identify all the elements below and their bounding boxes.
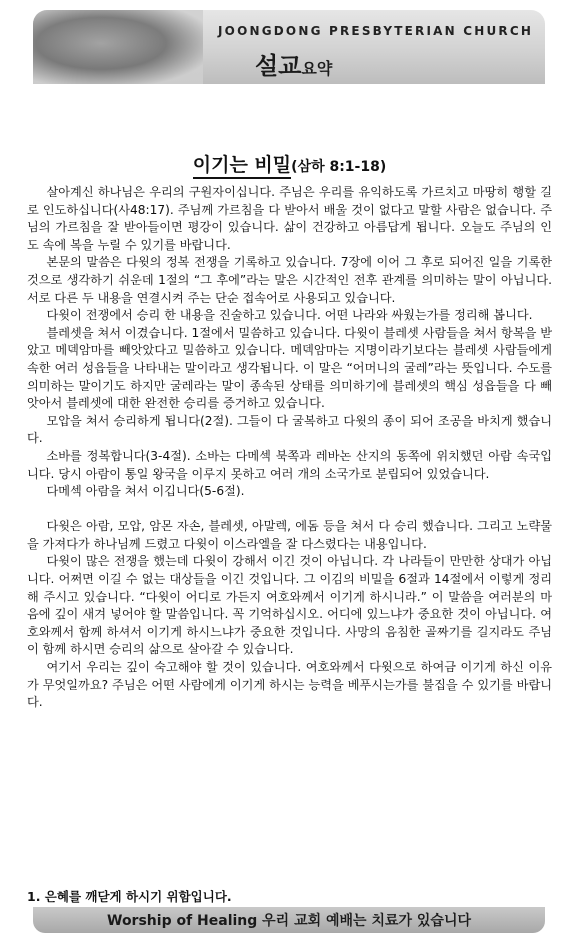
sermon-reference: (삼하 8:1-18) bbox=[291, 159, 387, 175]
church-name: JOONGDONG PRESBYTERIAN CHURCH bbox=[218, 24, 534, 38]
paragraph: 다메섹 아람을 쳐서 이깁니다(5-6절). bbox=[46, 484, 245, 499]
header-banner bbox=[33, 10, 545, 84]
footer-text: Worship of Healing 우리 교회 예배는 치료가 있습니다 bbox=[107, 913, 471, 929]
paragraph: 살아계신 하나님은 우리의 구원자이십니다. 주님은 우리를 유익하도록 가르치고 마땅히 행할 길로 인도하십니다(사48:17). 주님께 가르침을 다 받아서 배울 것이 없다고 말할 사람은 없습니다. 주님의 가르침을 잘 받아들이면 평강이 있습니다. 삶이 건강하고 아름답게 됩니다. 오늘도 주님의 인도 속에 복을 누릴 수 있기를 바랍니다. bbox=[27, 185, 552, 252]
paragraph: 여기서 우리는 깊이 숙고해야 할 것이 있습니다. 여호와께서 다윗으로 하여금 이기게 하신 이유가 무엇일까요? 주님은 어떤 사람에게 이기게 하시는 능력을 베푸시는가를 불집을 수 있기를 바랍니다. bbox=[27, 660, 552, 710]
paragraph: 본문의 말씀은 다윗의 정복 전쟁을 기록하고 있습니다. 7장에 이어 그 후로 되어진 일을 기록한 것으로 생각하기 쉬운데 1절의 “그 후에”라는 말은 시간적인 전후 관계를 의미하는 말이 아닙니다. 서로 다른 두 내용을 연결시켜 주는 단순 접속어로 사용되고 있습니다. bbox=[27, 255, 552, 305]
section-title-big: 설교 bbox=[255, 52, 302, 80]
paragraph: 모압을 쳐서 승리하게 됩니다(2절). 그들이 다 굴복하고 다윗의 종이 되어 조공을 바치게 했습니다. bbox=[27, 413, 552, 446]
paragraph: 다윗이 많은 전쟁을 했는데 다윗이 강해서 이긴 것이 아닙니다. 각 나라들이 만만한 상대가 아닙니다. 어쩌면 이길 수 없는 대상들을 이긴 것입니다. 그 이김의 비밀을 6절과 14절에서 이렇게 정리해 주시고 있습니다. “다윗이 어디로 가든지 여호와께서 이기게 하시니라.” 이 말씀을 여러분의 마음에 깊이 새겨 넣어야 할 말씀입니다. 꼭 기억하십시오. 어디에 있느냐가 중요한 것이 아닙니다. 여호와께서 함께 하셔서 이기게 하시느냐가 중요한 것입니다. 사망의 음침한 골짜기를 길지라도 주님이 함께 하시면 승리의 삶으로 살아갈 수 있습니다. bbox=[27, 554, 552, 657]
sermon-title bbox=[0, 150, 579, 177]
header-photo bbox=[33, 10, 203, 84]
sermon-title-main: 이기는 비밀 bbox=[193, 154, 291, 179]
paragraph: 다윗은 아람, 모압, 암몬 자손, 블레셋, 아말렉, 에돔 등을 쳐서 다 승리 했습니다. 그리고 노략물을 가져다가 하나님께 드렸고 다윗이 이스라엘을 잘 다스렸다는 내용입니다. bbox=[27, 519, 552, 551]
sermon-body bbox=[27, 184, 552, 712]
section-title-small: 요약 bbox=[301, 59, 333, 78]
paragraph: 소바를 정복합니다(3-4절). 소바는 다메섹 북쪽과 레바논 산지의 동쪽에 위치했던 아람 속국입니다. 당시 아람이 통일 왕국을 이루지 못하고 여러 개의 소국가로 분립되어 있었습니다. bbox=[27, 448, 552, 481]
point-heading: 1. 은혜를 깨닫게 하시기 위함입니다. bbox=[27, 889, 232, 904]
paragraph: 다윗이 전쟁에서 승리 한 내용을 진술하고 있습니다. 어떤 나라와 싸웠는가를 정리해 봅니다. bbox=[46, 308, 533, 323]
footer-banner bbox=[33, 907, 545, 933]
paragraph: 블레셋을 쳐서 이겼습니다. 1절에서 밀씀하고 있습니다. 다윗이 블레셋 사람들을 쳐서 항복을 받았고 메덱암마를 빼앗았다고 밀씀하고 있습니다. 메덱암마는 지명이라기보다는 블레셋 사람들에게 속한 여러 성읍들을 나타내는 말이라고 생각됩니다. 이 말은 “어머니의 굴레”라는 뜻입니다. 수도를 의미하는 말이기도 하지만 굴레라는 말이 종속된 상태를 의미하기에 블레셋의 핵심 성읍들을 다 빼앗아서 블레셋에 대한 완전한 승리를 증거하고 있습니다. bbox=[27, 325, 553, 411]
section-title bbox=[255, 46, 332, 81]
